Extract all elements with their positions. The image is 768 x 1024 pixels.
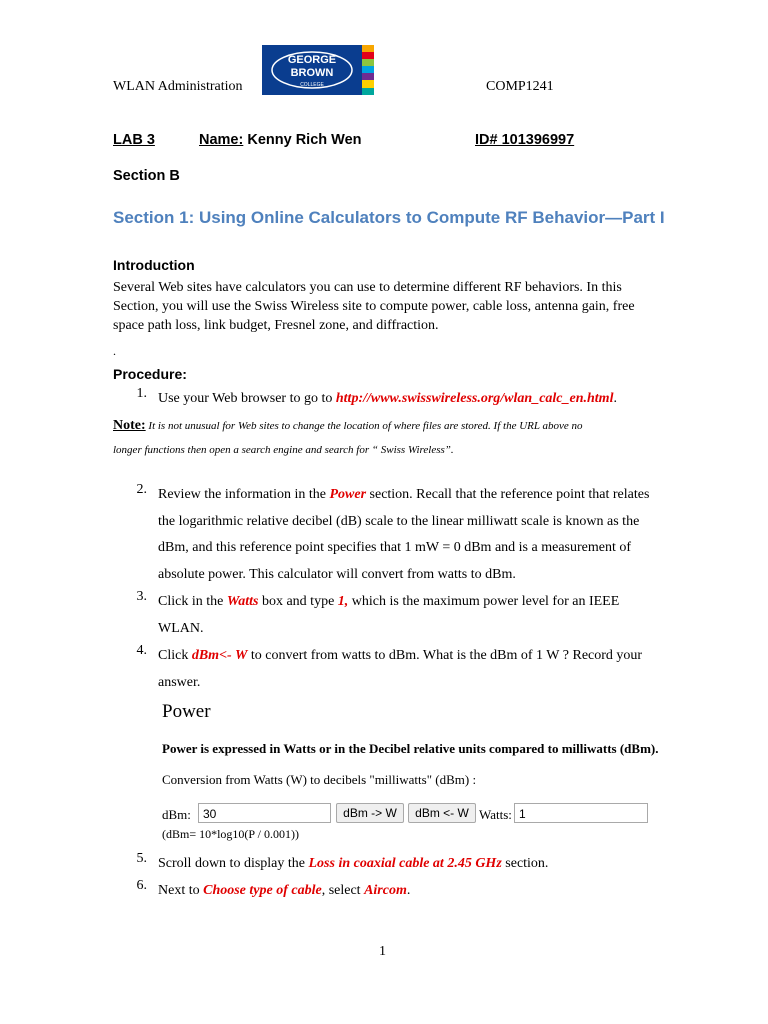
watts-label: Watts:	[479, 807, 512, 822]
step-3-text-a: Click in the	[158, 594, 227, 609]
step-3	[0, 589, 768, 645]
step-4-text-a: Click	[158, 648, 192, 663]
stray-dot: .	[113, 344, 116, 358]
dbm-to-watts-button[interactable]: dBm -> W	[336, 803, 404, 823]
power-formula-cropped	[162, 827, 362, 841]
logo-line1: GEORGE	[287, 54, 337, 66]
logo-line3: COLLEGE	[300, 82, 324, 88]
lab-number: LAB 3	[113, 132, 155, 148]
page-number: 1	[379, 944, 386, 959]
section1-title: Section 1: Using Online Calculators to Compute RF Behavior—Part I	[113, 208, 665, 227]
aircom-ref: Aircom	[364, 883, 407, 898]
step-3-text-e: which is the maximum power level for an IEEE WLAN.	[158, 594, 620, 636]
dbm-button-ref: dBm<- W	[191, 648, 248, 663]
calculator-url-link[interactable]: http://www.swisswireless.org/wlan_calc_en.html	[335, 391, 614, 406]
step-5-text-c: section.	[501, 856, 549, 871]
watts-field[interactable]: 1	[514, 803, 648, 823]
step-6-text-c: , select	[321, 883, 365, 898]
note-text-2: longer functions then open a search engine and search for “ Swiss Wireless”.	[113, 444, 454, 456]
step-2-number: 2.	[136, 482, 147, 497]
step-2	[0, 482, 768, 592]
step-5	[0, 851, 768, 877]
student-id: ID# 101396997	[475, 132, 575, 148]
step-5-number: 5.	[136, 851, 147, 866]
cable-type-ref: Choose type of cable	[203, 883, 322, 898]
step-2-text-c: section. Recall that the reference point that relates the logarithmic relative decibel (dB) scale to the linear milliwatt scale is known as the dBm, and this reference point specifies that 1 mW = 0 dBm and is a measurement of absolute power. This calculator will convert from watts to dBm.	[158, 487, 650, 582]
student-name-line	[199, 132, 362, 148]
step-3-text-c: box and type	[258, 594, 338, 609]
power-section-ref: Power	[329, 487, 367, 502]
power-formula: (dBm= 10*log10(P / 0.001))	[162, 827, 299, 841]
watts-box-ref: Watts	[226, 594, 259, 609]
procedure-heading: Procedure:	[113, 366, 187, 382]
power-title: Power	[162, 701, 211, 722]
step-1	[0, 386, 768, 412]
header-course-name: WLAN Administration	[113, 79, 243, 94]
step-6-text-e: .	[406, 883, 411, 898]
step-1-tail: .	[613, 391, 617, 406]
step-5-text-a: Scroll down to display the	[158, 856, 309, 871]
step-1-text: Use your Web browser to go to	[158, 391, 336, 406]
section-b-heading: Section B	[113, 168, 180, 184]
step-6-number: 6.	[136, 878, 147, 893]
power-description: Power is expressed in Watts or in the Decibel relative units compared to milliwatts (dBm).	[162, 741, 659, 756]
introduction-body: Several Web sites have calculators you can use to determine different RF behaviors. In this Section, you will use the Swiss Wireless site to compute power, cable loss, antenna gain, free space path loss, link budget, Fresnel zone, and diffraction.	[113, 280, 635, 333]
coax-loss-section-ref: Loss in coaxial cable at 2.45 GHz	[308, 856, 502, 871]
note-text-1: It is not unusual for Web sites to change the location of where files are stored. If the URL above no	[145, 420, 583, 432]
note-label: Note:	[113, 418, 146, 433]
introduction-heading: Introduction	[113, 257, 195, 273]
name-value: Kenny Rich Wen	[243, 132, 362, 148]
step-2-text-a: Review the information in the	[158, 487, 330, 502]
name-label: Name:	[199, 132, 244, 148]
step-6	[0, 878, 768, 904]
logo-line2: BROWN	[290, 67, 334, 79]
note-line-1	[113, 413, 658, 439]
power-converter-row	[162, 803, 662, 827]
dbm-label: dBm:	[162, 807, 191, 822]
header-course-code: COMP1241	[486, 79, 554, 94]
step-6-text-a: Next to	[158, 883, 204, 898]
power-conversion-label: Conversion from Watts (W) to decibels "milliwatts" (dBm) :	[162, 772, 477, 787]
step-1-number: 1.	[136, 386, 147, 401]
step-4	[0, 643, 768, 699]
step-4-number: 4.	[136, 643, 147, 658]
watts-value-ref: 1,	[337, 594, 349, 609]
dbm-field[interactable]: 30	[198, 803, 331, 823]
watts-to-dbm-button[interactable]: dBm <- W	[408, 803, 476, 823]
step-3-number: 3.	[136, 589, 147, 604]
step-4-text-c: to convert from watts to dBm. What is the dBm of 1 W ? Record your answer.	[158, 648, 643, 690]
george-brown-logo	[262, 45, 374, 95]
